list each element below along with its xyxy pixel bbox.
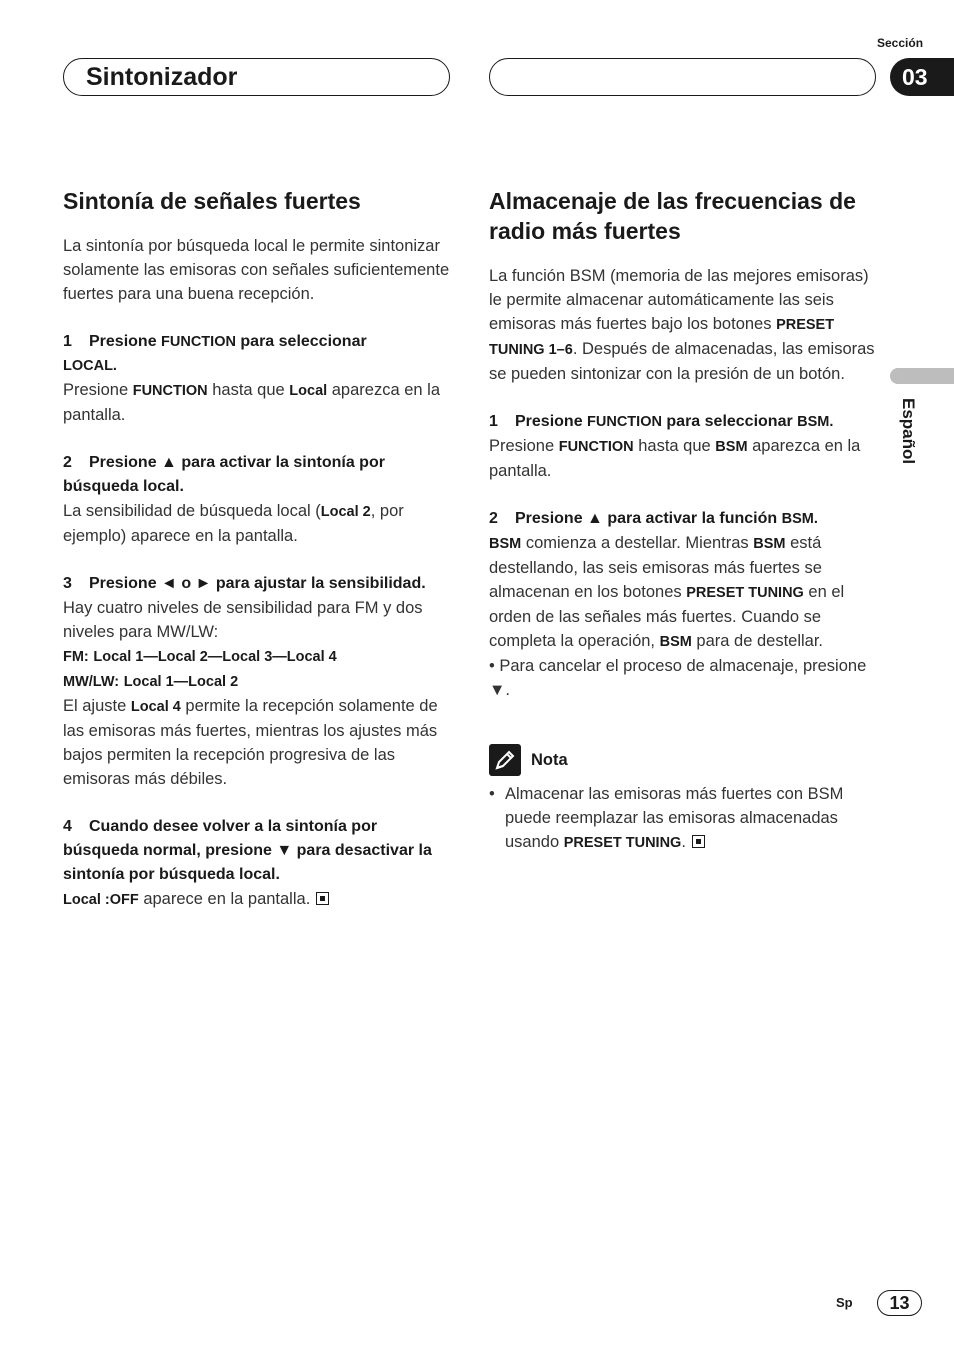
fm-levels: FM: Local 1—Local 2—Local 3—Local 4 <box>63 649 337 665</box>
pencil-note-icon <box>489 744 521 776</box>
right-step2-body: BSM comienza a destellar. Mientras BSM está destellando, las seis emisoras más fuertes se almacenan en los botones PRESET TUNING en el orden de las señales más fuertes. Cuando se completa la operación, BSM para de destellar. <box>489 534 845 650</box>
right-step2-bullet: • Para cancelar el proceso de almacenaje, presione ▼. <box>489 657 867 699</box>
page-title: Sintonizador <box>63 58 450 96</box>
section-label: Sección <box>877 36 924 50</box>
left-column <box>63 186 453 912</box>
right-step1-head: 1 Presione FUNCTION para seleccionar BSM. <box>489 413 834 430</box>
right-intro: La función BSM (memoria de las mejores emisoras) le permite almacenar automáticamente las seis emisoras más fuertes bajo los botones PRESET TUNING 1–6. Después de almacenadas, las emisoras se pueden sintonizar con la presión de un botón. <box>489 267 875 383</box>
language-label: Español <box>899 398 918 465</box>
right-column <box>489 186 879 855</box>
right-step1-body: Presione FUNCTION hasta que BSM aparezca en la pantalla. <box>489 437 861 480</box>
end-mark-icon <box>692 835 705 848</box>
left-step3-body2: El ajuste Local 4 permite la recepción solamente de las emisoras más fuertes, mientras los ajustes más bajos permiten la recepción progresiva de las emisoras más débiles. <box>63 697 438 788</box>
left-step1-body: Presione FUNCTION hasta que Local aparezca en la pantalla. <box>63 381 440 424</box>
left-step1-head: 1 Presione FUNCTION para seleccionar <box>63 333 367 350</box>
language-tab <box>890 368 954 384</box>
note-item: • Almacenar las emisoras más fuertes con BSM puede reemplazar las emisoras almacenadas usando PRESET TUNING. <box>489 785 844 851</box>
note-title: Nota <box>531 750 568 769</box>
left-step4-head: 4 Cuando desee volver a la sintonía por búsqueda normal, presione ▼ para desactivar la sintonía por búsqueda local. <box>63 818 432 883</box>
mw-levels: MW/LW: Local 1—Local 2 <box>63 674 239 690</box>
right-step2-head: 2 Presione ▲ para activar la función BSM. <box>489 510 818 527</box>
left-intro: La sintonía por búsqueda local le permite sintonizar solamente las emisoras con señales suficientemente fuertes para una buena recepción. <box>63 237 450 303</box>
page-number: 13 <box>877 1290 922 1316</box>
left-heading: Sintonía de señales fuertes <box>63 188 361 214</box>
left-step4-body: Local :OFF aparece en la pantalla. <box>63 887 453 912</box>
section-number: 03 <box>890 58 954 96</box>
left-step2-head: 2 Presione ▲ para activar la sintonía por búsqueda local. <box>63 454 385 495</box>
end-mark-icon <box>316 892 329 905</box>
note-header <box>489 744 879 776</box>
right-heading: Almacenaje de las frecuencias de radio más fuertes <box>489 188 856 244</box>
header-empty-box <box>489 58 876 96</box>
left-step2-body: La sensibilidad de búsqueda local (Local 2, por ejemplo) aparece en la pantalla. <box>63 502 404 545</box>
left-step3-body: Hay cuatro niveles de sensibilidad para FM y dos niveles para MW/LW: <box>63 599 423 641</box>
left-step1-head-2: LOCAL. <box>63 358 117 374</box>
footer-language-code: Sp <box>836 1295 853 1310</box>
left-step3-head: 3 Presione ◄ o ► para ajustar la sensibilidad. <box>63 575 426 592</box>
